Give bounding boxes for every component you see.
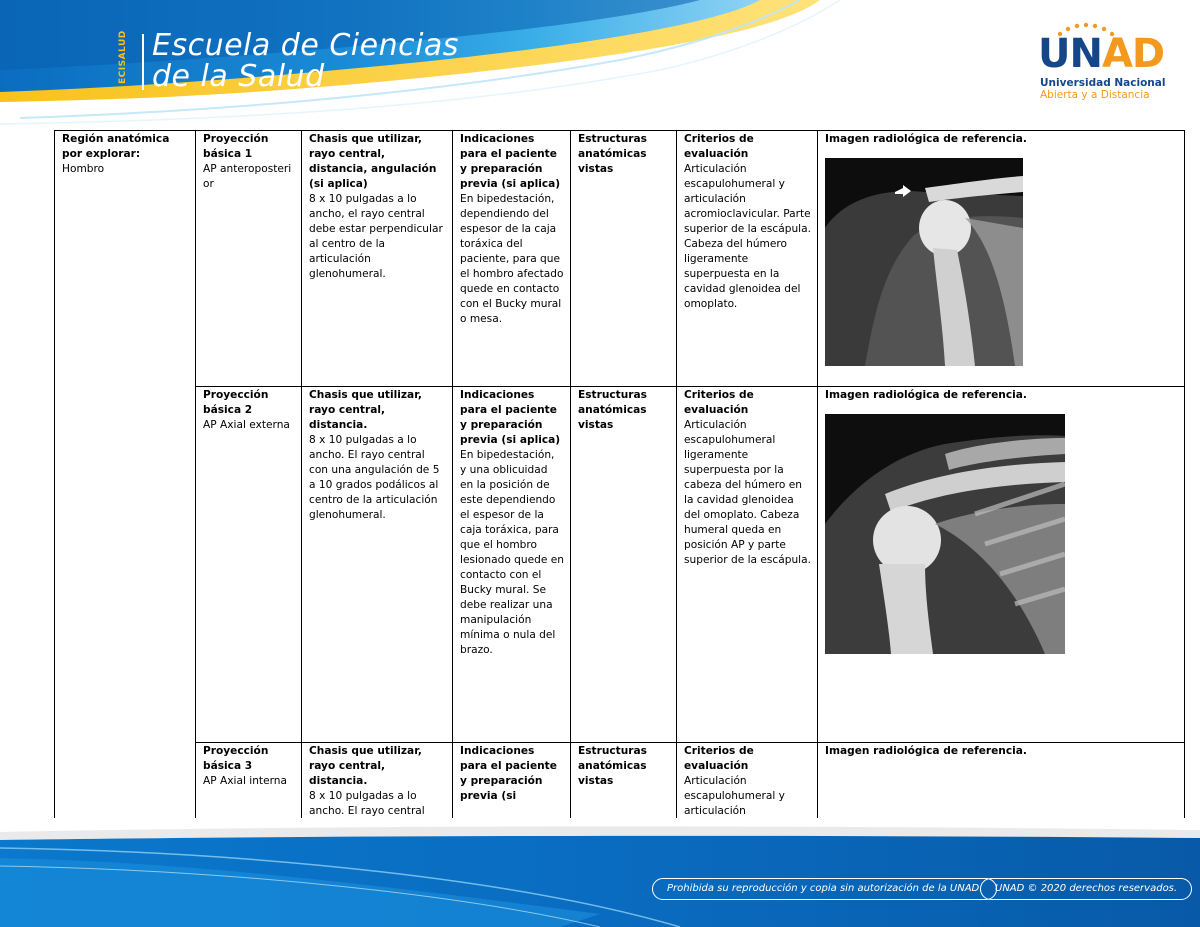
school-title	[152, 30, 459, 92]
footer-notice: Prohibida su reproducción y copia sin autorización de la UNAD.	[652, 878, 997, 900]
table-row	[55, 387, 1185, 743]
region-title: Región anatómica por explorar:	[62, 133, 170, 160]
school-title-line2: de la Salud	[152, 59, 325, 94]
projection-cell	[196, 131, 302, 387]
school-title-line1: Escuela de Ciencias	[152, 28, 459, 63]
criteria-title: Criterios de evaluación	[684, 745, 754, 772]
region-cell	[55, 131, 196, 833]
criteria-value: Articulación escapulohumeral y articulación	[684, 775, 785, 817]
xray-image-ap-shoulder	[825, 158, 1023, 366]
criteria-cell	[677, 131, 818, 387]
structures-cell	[571, 387, 677, 743]
indications-value: En bipedestación, y una oblicuidad en la posición de este dependiendo el espesor de la caja toráxica, para que el hombro lesionado quede en contacto con el Bucky mural. Se debe realizar una manipulación mínima o nula del brazo.	[460, 449, 564, 656]
chassis-cell	[302, 131, 453, 387]
structures-cell	[571, 131, 677, 387]
brand-side-label: ECISALUD	[118, 30, 128, 84]
chassis-title: Chasis que utilizar, rayo central, distancia.	[309, 745, 422, 787]
chassis-value: 8 x 10 pulgadas a lo ancho, el rayo central debe estar perpendicular al centro de la articulación glenohumeral.	[309, 193, 443, 280]
indications-cell	[453, 387, 571, 743]
criteria-title: Criterios de evaluación	[684, 133, 754, 160]
projection-value: AP Axial interna	[203, 775, 287, 787]
indications-value: En bipedestación, dependiendo del espesor de la caja toráxica del paciente, para que el hombro afectado quede en contacto con el Bucky mural o mesa.	[460, 193, 564, 325]
image-cell	[818, 387, 1185, 743]
logo-university-name: Universidad Nacional	[1040, 77, 1166, 89]
unad-logo	[1030, 22, 1170, 104]
chassis-title: Chasis que utilizar, rayo central, distancia, angulación (si aplica)	[309, 133, 437, 190]
indications-title: Indicaciones para el paciente y preparación previa (si aplica)	[460, 389, 561, 446]
brand-divider	[142, 34, 144, 90]
chassis-cell	[302, 387, 453, 743]
projection-value: AP anteroposterior	[203, 163, 292, 190]
image-title: Imagen radiológica de referencia.	[825, 745, 1027, 757]
table-row	[55, 131, 1185, 387]
indications-title: Indicaciones para el paciente y preparación previa (si aplica)	[460, 133, 561, 190]
image-cell	[818, 131, 1185, 387]
image-title: Imagen radiológica de referencia.	[825, 133, 1027, 145]
projections-table	[54, 130, 1185, 833]
region-value: Hombro	[62, 163, 105, 175]
chassis-title: Chasis que utilizar, rayo central, distancia.	[309, 389, 422, 431]
indications-cell	[453, 131, 571, 387]
chassis-value: 8 x 10 pulgadas a lo ancho. El rayo central con una angulación de 5 a 10 grados podálicos al centro de la articulación glenohumeral.	[309, 434, 440, 521]
page-footer	[0, 818, 1200, 927]
footer-copyright: UNAD © 2020 derechos reservados.	[980, 878, 1192, 900]
projection-title: Proyección básica 3	[203, 745, 269, 772]
criteria-cell	[677, 387, 818, 743]
xray-image-ap-axial-external	[825, 414, 1065, 654]
indications-title: Indicaciones para el paciente y preparación previa (si	[460, 745, 557, 802]
page-header	[0, 0, 1200, 128]
chassis-value: 8 x 10 pulgadas a lo ancho. El rayo central	[309, 790, 425, 817]
structures-title: Estructuras anatómicas vistas	[578, 133, 647, 175]
criteria-value: Articulación escapulohumeral ligeramente superpuesta por la cabeza del húmero en la cavidad glenoidea del omoplato. Cabeza humeral queda en posición AP y parte superior de la escápula.	[684, 419, 811, 566]
logo-university-tagline: Abierta y a Distancia	[1040, 89, 1150, 101]
projection-value: AP Axial externa	[203, 419, 290, 431]
projection-title: Proyección básica 1	[203, 133, 269, 160]
structures-title: Estructuras anatómicas vistas	[578, 745, 647, 787]
structures-title: Estructuras anatómicas vistas	[578, 389, 647, 431]
image-title: Imagen radiológica de referencia.	[825, 389, 1027, 401]
criteria-value: Articulación escapulohumeral y articulación acromioclavicular. Parte superior de la escápula. Cabeza del húmero ligeramente superpuesta en la cavidad glenoidea del omoplato.	[684, 163, 811, 310]
logo-wordmark: UNAD	[1038, 31, 1165, 77]
projection-title: Proyección básica 2	[203, 389, 269, 416]
footer-wave-background	[0, 818, 1200, 927]
projection-cell	[196, 387, 302, 743]
criteria-title: Criterios de evaluación	[684, 389, 754, 416]
